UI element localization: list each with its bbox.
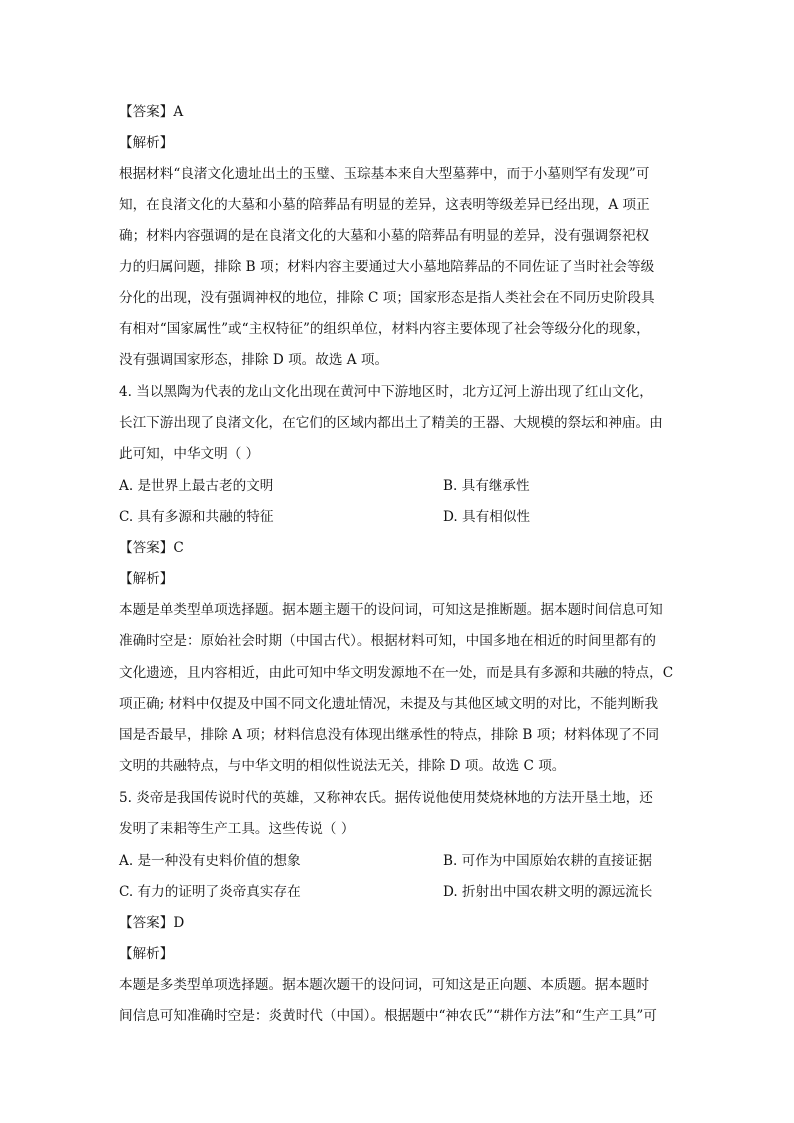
- q3-analysis-line: 根据材料“良渚文化遗址出土的玉璧、玉琮基本来自大型墓葬中，而于小墓则罕有发现”可: [119, 166, 650, 182]
- q4-option-d: D. 具有相似性: [443, 509, 531, 525]
- q4-stem-line: 4. 当以黑陶为代表的龙山文化出现在黄河中下游地区时，北方辽河上游出现了红山文化，: [119, 384, 653, 400]
- q5-option-a: A. 是一种没有史料价值的想象: [119, 853, 301, 869]
- q5-option-c: C. 有力的证明了炎帝真实存在: [119, 884, 301, 900]
- q4-analysis-label: 【解析】: [119, 571, 174, 587]
- q3-analysis-line: 有相对“国家属性”或“主权特征”的组织单位，材料内容主要体现了社会等级分化的现象，: [119, 321, 650, 337]
- q4-analysis-line: 本题是单类型单项选择题。据本题主题干的设问词，可知这是推断题。据本题时间信息可知: [119, 602, 663, 618]
- q4-option-a: A. 是世界上最古老的文明: [119, 478, 274, 494]
- q3-analysis-line: 确；材料内容强调的是在良渚文化的大墓和小墓的陪葬品有明显的差异，没有强调祭祀权: [119, 228, 650, 244]
- q4-stem-line: 此可知，中华文明（ ）: [119, 446, 260, 462]
- q5-option-b: B. 可作为中国原始农耕的直接证据: [443, 853, 652, 869]
- q3-analysis-line: 没有强调国家形态，排除 D 项。故选 A 项。: [119, 352, 389, 368]
- q5-analysis-line: 间信息可知准确时空是：炎黄时代（中国）。根据题中“神农氏”“耕作方法”和“生产工具”可: [119, 1008, 657, 1024]
- q5-answer: 【答案】D: [119, 915, 185, 931]
- q4-analysis-line: 国是否最早，排除 A 项；材料信息没有体现出继承性的特点，排除 B 项；材料体现了不同: [119, 727, 660, 743]
- q5-analysis-label: 【解析】: [119, 946, 174, 962]
- q4-stem-line: 长江下游出现了良渚文化，在它们的区域内都出土了精美的王器、大规模的祭坛和神庙。由: [119, 415, 663, 431]
- q3-analysis-line: 力的归属问题，排除 B 项；材料内容主要通过大小墓地陪葬品的不同佐证了当时社会等级: [119, 259, 655, 275]
- q5-analysis-line: 本题是多类型单项选择题。据本题次题干的设问词，可知这是正向题、本质题。据本题时: [119, 977, 650, 993]
- q5-option-d: D. 折射出中国农耕文明的源远流长: [443, 884, 653, 900]
- q4-option-c: C. 具有多源和共融的特征: [119, 509, 274, 525]
- q4-option-b: B. 具有继承性: [443, 478, 530, 494]
- q4-analysis-line: 准确时空是：原始社会时期（中国古代）。根据材料可知，中国多地在相近的时间里都有的: [119, 633, 656, 649]
- q3-analysis-line: 分化的出现，没有强调神权的地位，排除 C 项；国家形态是指人类社会在不同历史阶段具: [119, 290, 655, 306]
- q5-stem-line: 发明了耒耜等生产工具。这些传说（ ）: [119, 821, 355, 837]
- q4-answer: 【答案】C: [119, 540, 184, 556]
- q3-answer: 【答案】A: [119, 104, 184, 120]
- q5-stem-line: 5. 炎帝是我国传说时代的英雄，又称神农氏。据传说他使用焚烧林地的方法开垦土地，还: [119, 790, 653, 806]
- q4-analysis-line: 文化遗迹，且内容相近，由此可知中华文明发源地不在一处，而是具有多源和共融的特点，C: [119, 665, 674, 681]
- q4-analysis-line: 项正确; 材料中仅提及中国不同文化遗址情况，未提及与其他区域文明的对比，不能判断我: [119, 696, 659, 712]
- q3-analysis-label: 【解析】: [119, 135, 174, 151]
- q3-analysis-line: 知，在良渚文化的大墓和小墓的陪葬品有明显的差异，这表明等级差异已经出现，A 项正: [119, 197, 650, 213]
- q4-analysis-line: 文明的共融特点，与中华文明的相似性说法无关，排除 D 项。故选 C 项。: [119, 758, 566, 774]
